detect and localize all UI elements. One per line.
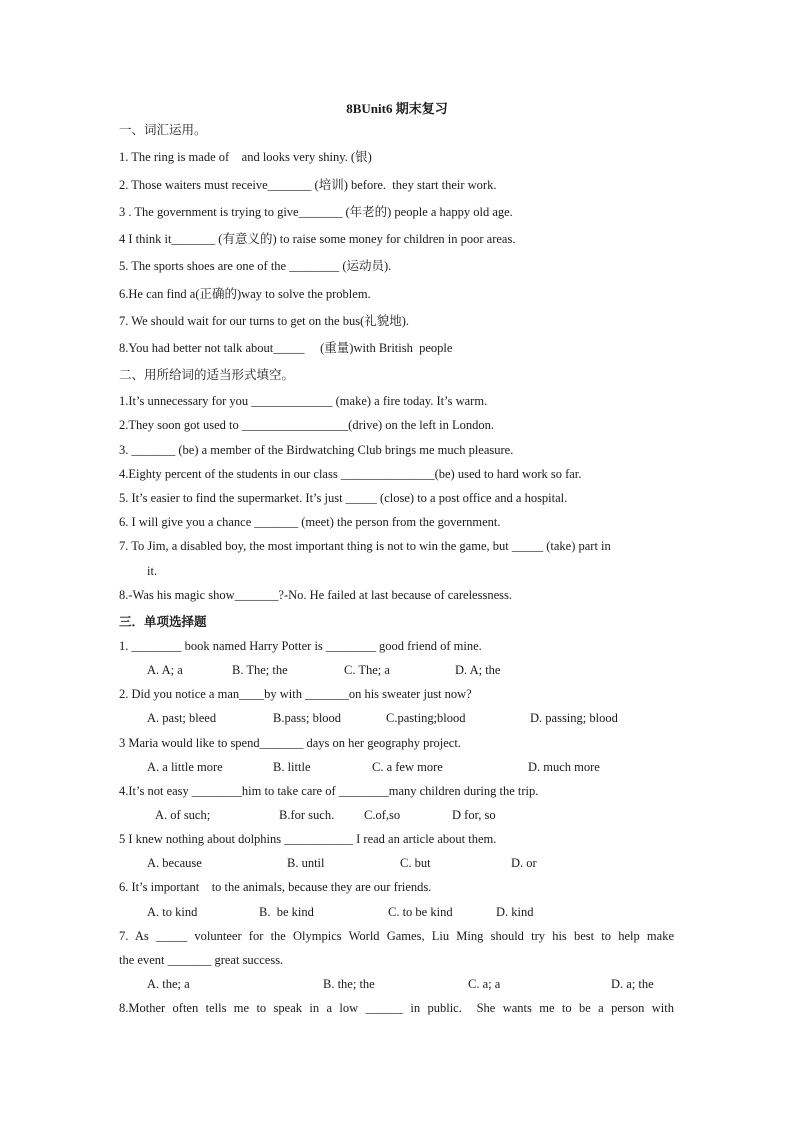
mc-q3-option-c: C. a few more [372,760,443,774]
fill-item-7: 7. To Jim, a disabled boy, the most important thing is not to win the game, but _____ (take) part in [119,539,611,553]
mc-q2-option-d: D. passing; blood [530,711,618,725]
mc-question-7: 7. As _____ volunteer for the Olympics World Games, Liu Ming should try his best to help make [119,929,674,943]
fill-item-7-continuation: it. [147,564,158,578]
mc-question-6: 6. It’s important to the animals, because they are our friends. [119,880,432,894]
mc-q1-option-a: A. A; a [147,663,183,677]
mc-q5-option-d: D. or [511,856,537,870]
mc-q7-option-b: B. the; the [323,977,375,991]
vocab-item-4: 4 I think it_______ (有意义的) to raise some money for children in poor areas. [119,232,516,246]
vocab-item-3: 3 . The government is trying to give_______ (年老的) people a happy old age. [119,205,513,219]
fill-item-2: 2.They soon got used to _________________(drive) on the left in London. [119,418,494,432]
mc-question-4: 4.It’s not easy ________him to take care of ________many children during the trip. [119,784,539,798]
vocab-item-5: 5. The sports shoes are one of the ________ (运动员). [119,259,392,273]
mc-q6-option-d: D. kind [496,905,534,919]
section-heading-multiple-choice: 三．单项选择题 [119,614,207,629]
mc-q4-option-b: B.for such. [279,808,335,822]
mc-q5-option-a: A. because [147,856,202,870]
mc-q7-option-d: D. a; the [611,977,654,991]
mc-question-3: 3 Maria would like to spend_______ days on her geography project. [119,736,461,750]
mc-q7-option-c: C. a; a [468,977,501,991]
vocab-item-7: 7. We should wait for our turns to get on the bus(礼貌地). [119,314,410,328]
mc-q3-option-d: D. much more [528,760,600,774]
mc-q7-option-a: A. the; a [147,977,190,991]
page-title: 8BUnit6 期末复习 [346,101,448,116]
mc-q6-option-c: C. to be kind [388,905,453,919]
mc-q2-option-a: A. past; bleed [147,711,217,725]
mc-q4-option-d: D for, so [452,808,496,822]
mc-question-1: 1. ________ book named Harry Potter is ________ good friend of mine. [119,639,482,653]
mc-q3-option-b: B. little [273,760,311,774]
mc-q1-option-b: B. The; the [232,663,288,677]
fill-item-1: 1.It’s unnecessary for you _____________ (make) a fire today. It’s warm. [119,394,488,408]
mc-q1-option-c: C. The; a [344,663,390,677]
mc-question-8: 8.Mother often tells me to speak in a low ______ in public. She wants me to be a person with [119,1001,674,1015]
vocab-item-1: 1. The ring is made of and looks very shiny. (银) [119,150,372,164]
mc-q1-option-d: D. A; the [455,663,501,677]
mc-q2-option-b: B.pass; blood [273,711,342,725]
mc-q5-option-b: B. until [287,856,325,870]
vocab-item-8: 8.You had better not talk about_____ (重量)with British people [119,341,453,355]
vocab-item-6: 6.He can find a(正确的)way to solve the problem. [119,287,371,301]
fill-item-5: 5. It’s easier to find the supermarket. It’s just _____ (close) to a post office and a hospital. [119,491,568,505]
mc-q3-option-a: A. a little more [147,760,223,774]
mc-q5-option-c: C. but [400,856,431,870]
section-heading-vocabulary: 一、词汇运用。 [119,122,207,137]
mc-q6-option-b: B. be kind [259,905,314,919]
vocab-item-2: 2. Those waiters must receive_______ (培训) before. they start their work. [119,178,497,192]
fill-item-6: 6. I will give you a chance _______ (meet) the person from the government. [119,515,501,529]
fill-item-3: 3. _______ (be) a member of the Birdwatching Club brings me much pleasure. [119,443,514,457]
mc-question-2: 2. Did you notice a man____by with _______on his sweater just now? [119,687,472,701]
mc-question-5: 5 I knew nothing about dolphins ___________ I read an article about them. [119,832,497,846]
mc-question-7-continuation: the event _______ great success. [119,953,284,967]
mc-q2-option-c: C.pasting;blood [386,711,466,725]
section-heading-word-forms: 二、用所给词的适当形式填空。 [119,367,295,382]
mc-q4-option-a: A. of such; [155,808,211,822]
fill-item-4: 4.Eighty percent of the students in our class _______________(be) used to hard work so far. [119,467,582,481]
fill-item-8: 8.-Was his magic show_______?-No. He failed at last because of carelessness. [119,588,512,602]
mc-q4-option-c: C.of,so [364,808,401,822]
mc-q6-option-a: A. to kind [147,905,198,919]
